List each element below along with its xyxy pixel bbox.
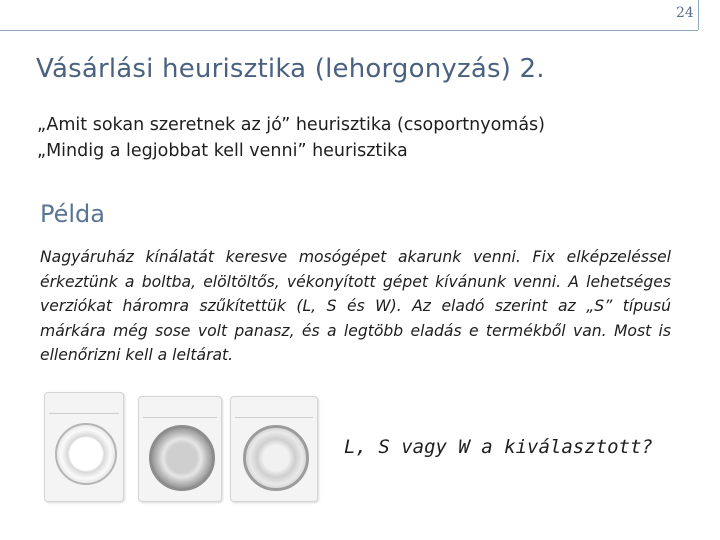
bullet-list: [37, 112, 545, 164]
control-panel: [49, 397, 119, 414]
control-panel: [143, 401, 217, 418]
bullet-item: „Amit sokan szeretnek az jó” heurisztika (csoportnyomás): [37, 115, 545, 135]
washer-door: [243, 425, 309, 491]
control-panel: [235, 401, 313, 418]
bullet-item: „Mindig a legjobbat kell venni” heurisztika: [37, 141, 408, 161]
header-rule-vertical: [698, 0, 699, 30]
section-heading: Példa: [40, 200, 105, 228]
washer-door: [149, 425, 215, 491]
washing-machine-l-image: [44, 392, 124, 502]
slide-title: Vásárlási heurisztika (lehorgonyzás) 2.: [36, 54, 545, 84]
page-number: 24: [676, 5, 694, 21]
washing-machine-s-image: [138, 396, 222, 502]
washing-machines-image: [40, 388, 330, 508]
example-paragraph: Nagyáruház kínálatát keresve mosógépet akarunk venni. Fix elképzeléssel érkeztünk a boltba, elöltöltős, vékonyított gépet kívánunk venni. A lehetséges verziókat háromra szűkítettük (L, S és W). Az eladó szerint az „S” típusú márkára még sose volt panasz, és a legtöbb eladás e termékből van. Most is ellenőrizni kell a leltárat.: [40, 248, 671, 364]
washing-machine-w-image: [230, 396, 318, 502]
question-text: L, S vagy W a kiválasztott?: [344, 436, 653, 458]
header-rule: [0, 30, 698, 31]
washer-door: [55, 423, 117, 485]
